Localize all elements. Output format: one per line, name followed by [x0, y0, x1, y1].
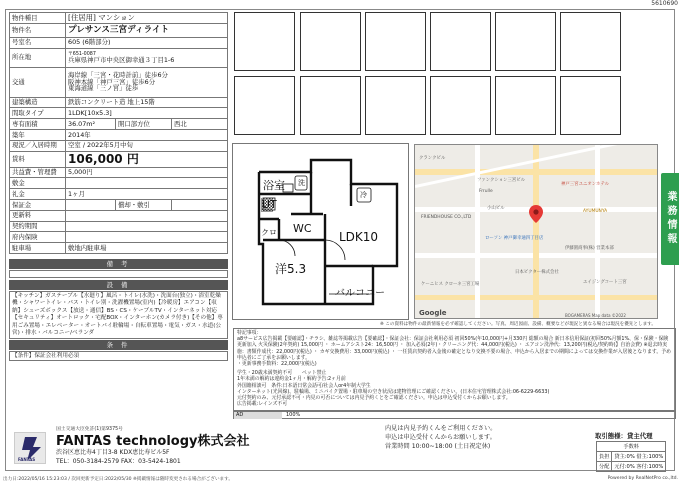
- western-room-label: 洋5.3: [275, 262, 307, 276]
- layout-label: 間取タイプ: [10, 108, 66, 119]
- built-label: 築年: [10, 129, 66, 140]
- property-spec-table: [9, 12, 228, 254]
- parking-value: 敷地内駐車場: [66, 243, 228, 254]
- license-number: 国土交通大臣免許(1)第9375号: [56, 427, 123, 432]
- photo-slot: [560, 76, 621, 135]
- remarks-line: 広告掲載:レインズ不可: [237, 401, 288, 408]
- powered-by-footer: Powered by RealNetPro co.,ltd.: [607, 476, 678, 481]
- company-tel-fax: TEL：050-3184-2579 FAX：03-5424-1801: [56, 458, 181, 465]
- commission-row-label: 分配: [597, 462, 612, 472]
- logo-text: FANTAS: [18, 457, 36, 462]
- insurance-value: [66, 232, 228, 243]
- company-name: FANTAS technology株式会社: [56, 434, 250, 449]
- map-label: ファンクション三宮ビル: [477, 178, 526, 183]
- deposit-value: [66, 178, 228, 189]
- business-info-tab[interactable]: 業務情報: [661, 173, 679, 265]
- guarantee-value: [66, 199, 116, 210]
- photo-slot: [495, 76, 556, 135]
- photo-slot: [365, 12, 426, 71]
- map-label: クランクビル: [419, 156, 446, 161]
- wc-label: WC: [293, 222, 312, 235]
- contact-line: 営業時間 10:00~18:00 (土日祝定休): [385, 443, 491, 450]
- built-value: 2014年: [66, 129, 228, 140]
- fee-label: 共益費・管理費: [10, 167, 66, 178]
- layout-value: 1LDK[10x5.3]: [66, 108, 228, 119]
- photo-slot: [495, 12, 556, 71]
- key-money-value: 1ヶ月: [66, 189, 228, 200]
- traffic-line: 阪神本線「神戸三宮」徒歩6分: [68, 77, 156, 86]
- conditions-band: 条 件: [9, 340, 228, 350]
- structure-label: 建築構造: [10, 97, 66, 108]
- rent-label: 賃料: [10, 151, 66, 167]
- commission-header: 手数料: [597, 442, 666, 452]
- key-money-label: 礼金: [10, 189, 66, 200]
- parking-label: 駐車場: [10, 243, 66, 254]
- remarks-line: 外国籍相談可 条件:日本語日常会話可/社会人or4年制大学生: [237, 382, 371, 389]
- commission-row-value: 貸主:0% 借主:100%: [612, 452, 666, 462]
- contract-term-label: 契約期間: [10, 221, 66, 232]
- renewal-label: 更新料: [10, 210, 66, 221]
- utility-room-label: UT: [262, 198, 277, 211]
- map-label: 神戸三宮ユニオンホテル: [561, 182, 610, 187]
- refund-value: [172, 199, 228, 210]
- fee-value: 5,000円: [66, 167, 228, 178]
- map-label: ケーニヒス クローネ三宮工場: [421, 282, 480, 287]
- special-remarks: [233, 328, 676, 411]
- remarks-line: インターネット(光回線)、駐輪場、ミニバイク置場・駐車場の空き状況は建物管理にご確認ください。(日本住宅管理株式会社:06-6229-6633): [237, 388, 550, 395]
- renewal-value: [66, 210, 228, 221]
- address-label: 所在地: [10, 48, 66, 67]
- conditions-text: 【条件】保証会社利用必須: [9, 351, 228, 361]
- remarks-heading: 特記事項：: [237, 330, 262, 336]
- ad-label: AD: [234, 412, 282, 419]
- contact-info: [385, 424, 496, 451]
- area-value: 36.07m²: [66, 119, 116, 130]
- map-road: [533, 145, 539, 319]
- remarks-box: [9, 270, 228, 278]
- map-label: Frrulle: [479, 189, 493, 194]
- refund-label: 償却・敷引: [116, 199, 172, 210]
- name-label: 物件名: [10, 23, 66, 37]
- company-address: 渋谷区恵比寿4丁目3-8 KDX恵比寿ビル5F: [56, 449, 170, 456]
- contact-line: 申込は申込受付くんからお願いします。: [385, 434, 496, 441]
- rent-value: 106,000 円: [66, 151, 228, 167]
- insurance-label: 府内保険: [10, 232, 66, 243]
- map-label: ローソン 神戸御幸通四丁目店: [485, 236, 544, 241]
- room-value: 605 (6階部分): [66, 37, 228, 48]
- remarks-line: ・更新事務手数料：22,000円(税込): [237, 361, 317, 368]
- name-value: プレサンス三宮ディライト: [66, 23, 228, 37]
- location-map[interactable]: [414, 144, 658, 319]
- type-label: 物件種目: [10, 13, 66, 24]
- map-label: AYUMUNYA: [583, 209, 608, 214]
- photo-slot: [430, 12, 491, 71]
- trade-type: 取引態様：貸主代理: [595, 432, 653, 440]
- area-label: 専有面積: [10, 119, 66, 130]
- map-label: 日本ビクター株式会社: [515, 270, 559, 275]
- photo-slot: [300, 12, 361, 71]
- ad-value: 100%: [286, 412, 301, 418]
- remarks-line: 元付契約のみ、元付承認不可・内見の可否については内見予約くとをご確認ください。申込は申込受付くからお願いします。: [237, 395, 511, 402]
- postal-code: 〒651-0087: [68, 51, 96, 57]
- map-label: 伊藤園商事(株) 営業本部: [565, 246, 614, 251]
- map-copyright: BOGAMERAS Map data ©2022: [565, 313, 626, 318]
- traffic-line: 海岸線「三宮・花時計前」徒歩6分: [68, 71, 168, 80]
- map-label: 小山ビル: [487, 206, 505, 211]
- floor-plan: [232, 143, 409, 320]
- ad-row: [233, 411, 676, 419]
- washer-label: 洗: [298, 179, 305, 187]
- balcony-label: バルコニー: [335, 288, 385, 299]
- address-value: 兵庫県神戸市中央区御幸通３丁目1-6: [68, 55, 175, 64]
- commission-row-value: 元付:0% 客付:100%: [612, 462, 666, 472]
- closet-label: クロ: [261, 228, 277, 237]
- status-label: 現況／入居時期: [10, 140, 66, 151]
- direction-value: 西北: [172, 119, 228, 130]
- map-road: [595, 145, 600, 319]
- output-date-footer: 出力日:2022/05/16 15:23:03 / 次回更新予定日:2022/05/30 ※掲載情報は随時変更される場合がございます。: [3, 477, 233, 482]
- room-label: 号室名: [10, 37, 66, 48]
- ldk-label: LDK10: [339, 230, 379, 244]
- photo-slot: [560, 12, 621, 71]
- remarks-band: 備 考: [9, 259, 228, 269]
- bath-room-label: 浴室: [263, 179, 285, 192]
- document-id: 5610690: [651, 0, 678, 7]
- commission-table: [596, 441, 666, 472]
- guarantee-label: 保証金: [10, 199, 66, 210]
- contact-line: 内見は内見予約くんをご利用ください。: [385, 425, 497, 432]
- disclaimer-note: ※ この資料は物件の最新情報を必ず確認してください。写真、周辺図面、設備、概要などが現況と異なる場合は現況を優先とします。: [380, 322, 656, 327]
- status-value: 空室 / 2022年5月中旬: [66, 140, 228, 151]
- remarks-line: a8サービス広告掲載【要確認】・チラシ、雑誌等掲載広告【要確認】・保証会社：保証会社利用必須 初回50%(年10,000円+月330円 総額の場合 新日本信用保証(初回50%月額1%、保・保険・保険更新加入 火災保険(2年契約) 15,000円 ・ ホームアシスト24：16,500円 ・ 加入必須(2年)・クリーニング代：44,000円(税込) ・ エアコン洗浄代：13,200円(税込/契約時)】自治会費) ※退去時実施：書類作成代：22,000円(税込) ・ カギ交換費用：33,000円(税込) ・ 一任賃店契約者入金後の確定となり交換不要の場合、申込から入居までの期間によっては交換作業が入居後となります。予め申込者にご了承をお願いします。: [237, 336, 672, 361]
- map-pin-icon: [529, 205, 543, 223]
- address-cell: [66, 48, 228, 67]
- type-value: [住居用] マンション: [66, 13, 228, 24]
- facilities-text: 【キッチン】ガステーブル【水廻り】風呂・トイレ(水洗)・洗面台(独立)・浴室乾燥機・シャワートイレ・バス・トイレ別・洗濯機置場(室内)【冷暖房】エアコン【収納】シューズボックス【放送・通信】BS・CS・ケーブルTV・インターネット対応【セキュリティ】オートロック・宅配BOX・インターホン(カメラ付き)【その他】専用ごみ置場・エレベーター・オートバイ駐輪場・自転車置場・電気・ガス・水道(公営)・排水・バルコニー/ベランダ: [9, 291, 228, 339]
- traffic-line: 東海道線「三ノ宮」徒歩: [68, 84, 139, 93]
- facilities-band: 設 備: [9, 280, 228, 290]
- commission-row-label: 負担: [597, 452, 612, 462]
- map-label: FRIENDHOUSE CO.,LTD: [421, 215, 472, 220]
- traffic-label: 交通: [10, 67, 66, 97]
- photo-slot: [430, 76, 491, 135]
- map-label: エイジングコート三宮: [583, 280, 627, 285]
- photo-slot: [365, 76, 426, 135]
- deposit-label: 敷金: [10, 178, 66, 189]
- google-logo: Google: [419, 309, 447, 317]
- company-logo: [14, 432, 46, 464]
- photo-slot: [300, 76, 361, 135]
- remarks-line: 1年未満の解約は違約金1ヶ月・解約予告:2ヶ月前: [237, 376, 346, 383]
- photo-slot: [234, 76, 295, 135]
- direction-label: 開口部方位: [116, 119, 172, 130]
- contract-term-value: [66, 221, 228, 232]
- structure-value: 鉄筋コンクリート造 地上15階: [66, 97, 228, 108]
- photo-slot: [234, 12, 295, 71]
- remarks-line: 学生・20歳未満契約不可 ペット禁止: [237, 370, 327, 377]
- traffic-cell: [66, 67, 228, 97]
- fridge-label: 冷: [360, 191, 367, 199]
